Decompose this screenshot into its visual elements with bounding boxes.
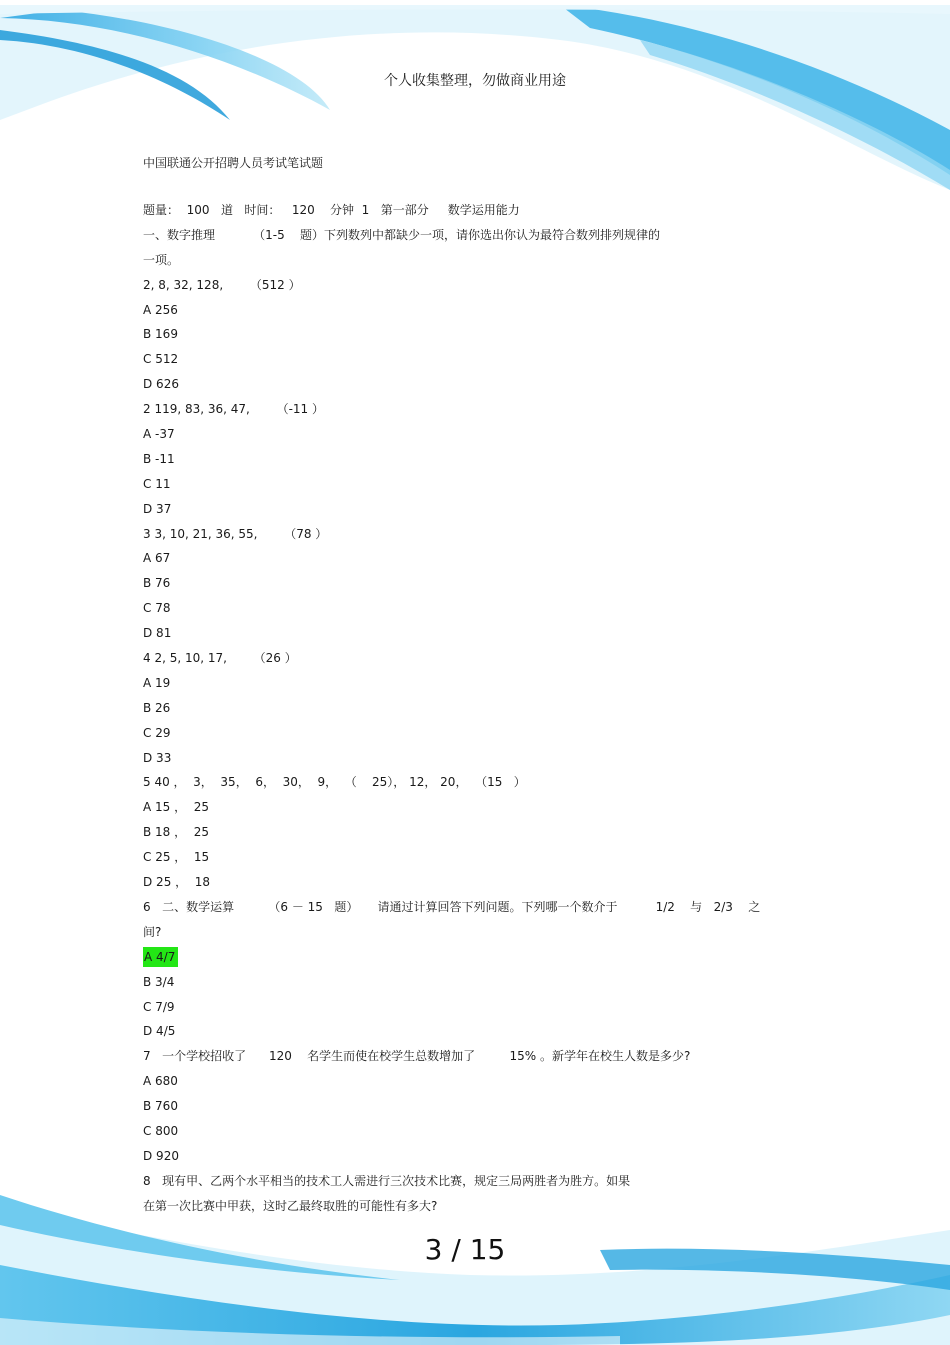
line-text: 在第一次比赛中甲获，这时乙最终取胜的可能性有多大? bbox=[143, 1198, 438, 1213]
header-note: 个人收集整理，勿做商业用途 bbox=[384, 73, 566, 89]
text-line bbox=[143, 1047, 760, 1072]
text-line bbox=[143, 1172, 760, 1197]
line-text: 一项。 bbox=[143, 252, 180, 267]
text-line bbox=[143, 1072, 760, 1097]
line-text: D 37 bbox=[143, 501, 172, 516]
line-text: B 26 bbox=[143, 700, 171, 715]
line-text: D 920 bbox=[143, 1148, 179, 1163]
line-text: D 4/5 bbox=[143, 1024, 176, 1039]
text-line bbox=[143, 1022, 760, 1047]
line-text: A -37 bbox=[143, 427, 175, 442]
text-line bbox=[143, 400, 760, 425]
line-text: C 78 bbox=[143, 601, 171, 616]
line-text: C 11 bbox=[143, 476, 171, 491]
line-text: B -11 bbox=[143, 451, 175, 466]
text-line bbox=[143, 574, 760, 599]
text-line bbox=[143, 375, 760, 400]
text-line bbox=[143, 450, 760, 475]
line-text: B 18 ， 25 bbox=[143, 825, 210, 840]
line-text: 2, 8, 32, 128, （512 ） bbox=[143, 277, 301, 292]
text-line bbox=[143, 599, 760, 624]
text-line bbox=[143, 226, 760, 251]
line-text: A 680 bbox=[143, 1074, 178, 1089]
line-text: 4 2, 5, 10, 17, （26 ） bbox=[143, 651, 297, 666]
line-text: C 7/9 bbox=[143, 999, 175, 1014]
text-line bbox=[143, 823, 760, 848]
text-line bbox=[143, 973, 760, 998]
text-line bbox=[143, 848, 760, 873]
text-line bbox=[143, 325, 760, 350]
text-line bbox=[143, 798, 760, 823]
line-text: A 67 bbox=[143, 551, 171, 566]
line-text: D 33 bbox=[143, 750, 172, 765]
text-line bbox=[143, 1122, 760, 1147]
line-text: 5 40 ， 3， 35， 6， 30， 9， （ 25）， 12， 20， （15 ） bbox=[143, 775, 526, 790]
line-text: A 15 ， 25 bbox=[143, 800, 210, 815]
text-line bbox=[143, 301, 760, 326]
text-line bbox=[143, 549, 760, 574]
page-number: 3 / 15 bbox=[424, 1233, 506, 1266]
text-line bbox=[143, 724, 760, 749]
text-line bbox=[143, 948, 760, 973]
text-line bbox=[143, 1147, 760, 1172]
line-text: B 169 bbox=[143, 327, 178, 342]
text-line bbox=[143, 276, 760, 301]
text-line bbox=[143, 251, 760, 276]
line-text: A 256 bbox=[143, 302, 178, 317]
text-line bbox=[143, 525, 760, 550]
line-text: 7 一个学校招收了 120 名学生而使在校学生总数增加了 15% 。新学年在校生人数是多少? bbox=[143, 1049, 691, 1064]
text-line bbox=[143, 749, 760, 774]
text-line bbox=[143, 1197, 760, 1222]
text-line bbox=[143, 998, 760, 1023]
highlighted-answer: A 4/7 bbox=[143, 947, 178, 967]
line-text: 6 二、数学运算 （6 － 15 题） 请通过计算回答下列问题。下列哪一个数介于 1/2 与 2/3 之 bbox=[143, 899, 761, 914]
line-text: 一、数字推理 （1-5 题）下列数列中都缺少一项，请你选出你认为最符合数列排列规律的 bbox=[143, 227, 661, 242]
line-text: 8 现有甲、乙两个水平相当的技术工人需进行三次技术比赛，规定三局两胜者为胜方。如果 bbox=[143, 1173, 631, 1188]
text-line bbox=[143, 475, 760, 500]
line-text: B 3/4 bbox=[143, 974, 175, 989]
text-line bbox=[143, 674, 760, 699]
line-text: 间? bbox=[143, 924, 162, 939]
text-line bbox=[143, 649, 760, 674]
line-text: B 76 bbox=[143, 576, 171, 591]
text-line bbox=[143, 898, 760, 923]
text-line bbox=[143, 699, 760, 724]
line-text: C 25 ， 15 bbox=[143, 850, 210, 865]
text-line bbox=[143, 1097, 760, 1122]
line-text: C 800 bbox=[143, 1123, 179, 1138]
text-line bbox=[143, 624, 760, 649]
text-line bbox=[143, 500, 760, 525]
text-line bbox=[143, 350, 760, 375]
line-text: C 512 bbox=[143, 352, 179, 367]
line-text: D 81 bbox=[143, 626, 172, 641]
line-text: 2 119, 83, 36, 47, （-11 ） bbox=[143, 402, 324, 417]
line-text: A 19 bbox=[143, 675, 171, 690]
line-text: 题量： 100 道 时间： 120 分钟 1 第一部分 数学运用能力 bbox=[143, 203, 520, 217]
line-text: C 29 bbox=[143, 725, 171, 740]
text-line bbox=[143, 773, 760, 798]
line-text: 3 3, 10, 21, 36, 55, （78 ） bbox=[143, 526, 328, 541]
line-text: B 760 bbox=[143, 1099, 178, 1114]
text-line bbox=[143, 425, 760, 450]
text-line bbox=[143, 923, 760, 948]
text-line bbox=[143, 201, 760, 226]
line-text: D 25 ， 18 bbox=[143, 875, 211, 890]
line-text: D 626 bbox=[143, 377, 179, 392]
document-title: 中国联通公开招聘人员考试笔试题 bbox=[143, 156, 324, 170]
question-lines bbox=[143, 201, 760, 1222]
text-line bbox=[143, 873, 760, 898]
